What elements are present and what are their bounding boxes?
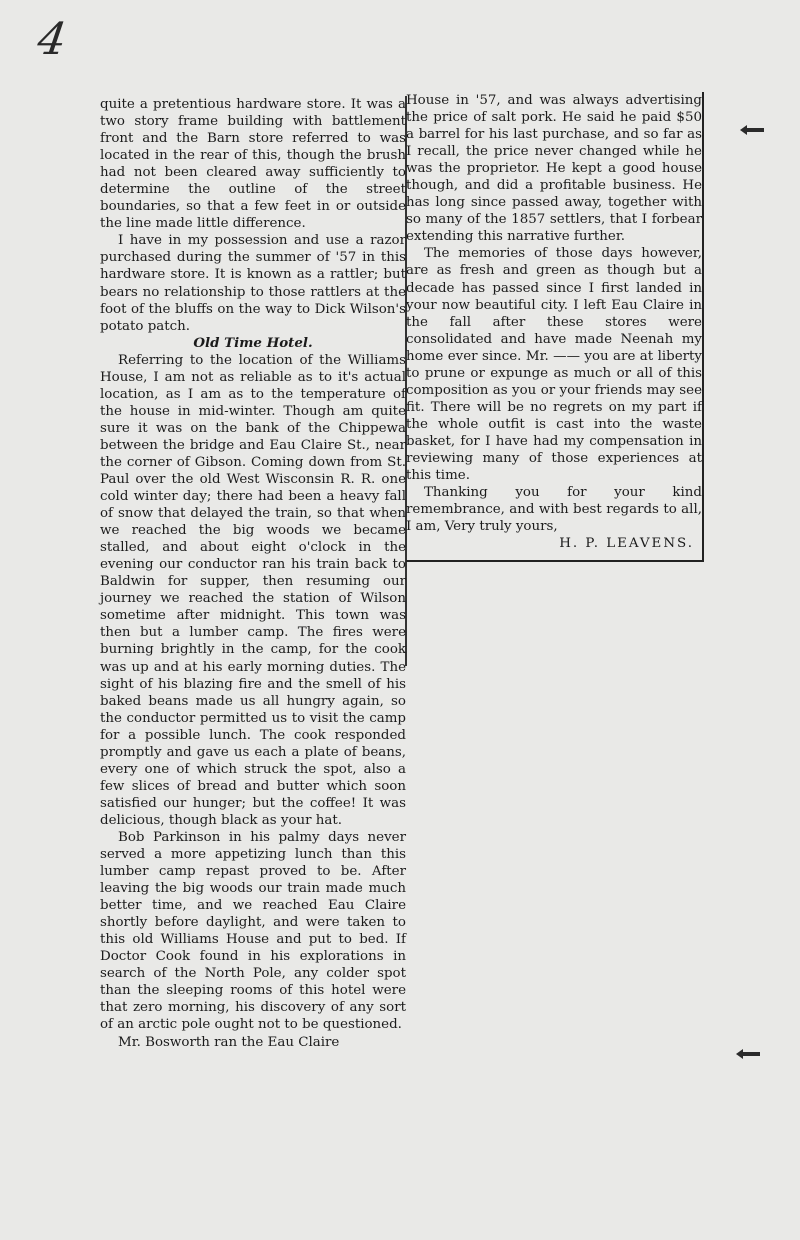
signature: H. P. LEAVENS. [559, 536, 694, 552]
paragraph-memories: The memories of those days however, are as fresh and green as though but a decade has passed since I first landed in your now beautiful city. I left Eau Claire in the fall after these stores were consolidated and have made Neenah my home ever since. Mr. —— you are at liberty to prune or expunge as much or all of this composition as you or your friends may see fit. There will be no regrets on my part if the whole outfit is cast into the waste basket, for I have had my compensation in reviewing many of those experiences at this time. [406, 246, 702, 484]
paragraph-bob-parkinson: Bob Parkinson in his palmy days never served a more appetizing lunch than this lumber camp repast proved to be. After leaving the big woods our train made much better time, and we reached Eau Claire shortly before daylight, and were taken to this old Williams House and put to bed. If Doctor Cook found in his explorations in search of the North Pole, any colder spot than the sleeping rooms of this hotel were that zero morning, his discovery of any sort of an arctic pole ought not to be questioned. [100, 829, 406, 1033]
right-column [406, 92, 704, 562]
binder-mark-icon [746, 128, 764, 132]
left-column [100, 96, 406, 1051]
paragraph-hardware-store: quite a pretentious hardware store. It was a two story frame building with battlement front and the Barn store referred to was located in the rear of this, though the brush had not been cleared away sufficiently to determine the outline of the street boundaries, so that a few feet in or outside the line made little difference. [100, 97, 406, 232]
page-number: 4 [34, 14, 70, 65]
paragraph-razor: I have in my possession and use a razor purchased during the summer of '57 in this hardware store. It is known as a rattler; but bears no relationship to those rattlers at the foot of the bluffs on the way to Dick Wilson's potato patch. [100, 233, 406, 334]
section-heading: Old Time Hotel. [193, 334, 313, 351]
paragraph-bosworth: Mr. Bosworth ran the Eau Claire [118, 1034, 340, 1050]
binder-mark-icon [742, 1052, 760, 1056]
paragraph-williams-house: Referring to the location of the Williams House, I am not as reliable as to it's actual location, as I am as to the temperature of the house in mid-winter. Though am quite sure it was on the bank of the Chippewa between the bridge and Eau Claire St., near the corner of Gibson. Coming down from St. Paul over the old West Wisconsin R. R. one cold winter day; there had been a heavy fall of snow that delayed the train, so that when we reached the big woods we became stalled, and about eight o'clock in the evening our conductor ran his train back to Baldwin for supper, then resuming our journey we reached the station of Wilson sometime after midnight. This town was then but a lumber camp. The fires were burning brightly in the camp, for the cook was up and at his early morning duties. The sight of his blazing fire and the smell of his baked beans made us all hungry again, so the conductor permitted us to visit the camp for a possible lunch. The cook responded promptly and gave us each a plate of beans, every one of which struck the spot, also a few slices of bread and butter which soon satisfied our hunger; but the coffee! It was delicious, though black as your hat. [100, 352, 406, 828]
paragraph-salt-pork: House in '57, and was always advertising the price of salt pork. He said he paid $50 a barrel for his last purchase, and so far as I recall, the price never changed while he was the proprietor. He kept a good house though, and did a profitable business. He has long since passed away, together with so many of the 1857 settlers, that I forbear extending this narrative further. [406, 93, 702, 245]
paragraph-thanks: Thanking you for your kind remembrance, and with best regards to all, I am, Very truly yours, [406, 485, 702, 535]
